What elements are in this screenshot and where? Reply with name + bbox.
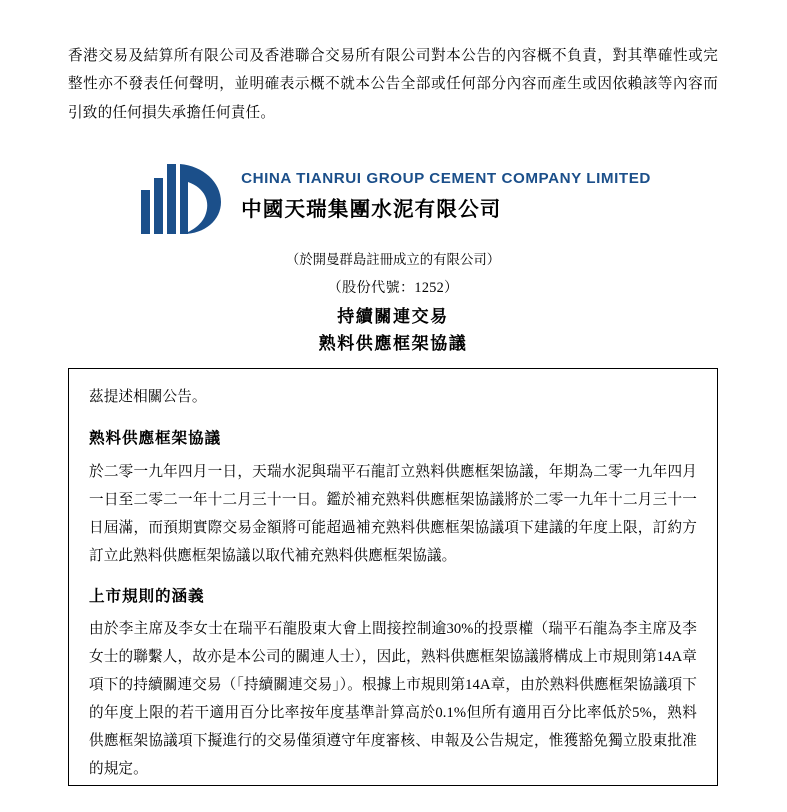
logo-row (68, 150, 718, 242)
company-name-cn: 中國天瑞集團水泥有限公司 (241, 198, 502, 221)
china-tianrui-logo-icon (135, 150, 227, 242)
section-heading-supply-agreement: 熟料供應框架協議 (89, 430, 221, 448)
company-identity-block (68, 150, 718, 297)
company-names (241, 170, 651, 222)
company-name-en: CHINA TIANRUI GROUP CEMENT COMPANY LIMITED (241, 170, 651, 187)
section-heading-listing-rules: 上市規則的涵義 (89, 587, 205, 605)
summary-box (68, 368, 718, 786)
page-title (68, 303, 718, 357)
exchange-disclaimer: 香港交易及結算所有限公司及香港聯合交易所有限公司對本公告的內容概不負責，對其準確性或完整性亦不發表任何聲明，並明確表示概不就本公告全部或任何部分內容而產生或因依賴該等內容而引致的任何損失承擔任何責任。 (68, 48, 718, 121)
section-body-listing-rules: 由於李主席及李女士在瑞平石龍股東大會上間接控制逾30%的投票權（瑞平石龍為李主席及李女士的聯繫人，故亦是本公司的關連人士），因此，熟料供應框架協議將構成上市規則第14A章項下的持續關連交易（「持續關連交易」）。根據上市規則第14A章，由於熟料供應框架協議項下的年度上限的若干適用百分比率按年度基準計算高於0.1%但所有適用百分比率低於5%，熟料供應框架協議項下擬進行的交易僅須遵守年度審核、申報及公告規定，惟獲豁免獨立股東批准的規定。 (89, 621, 697, 778)
page-title-line-2: 熟料供應框架協議 (318, 334, 468, 354)
stock-code: （股份代號：1252） (327, 280, 459, 296)
intro-paragraph: 茲提述相關公告。 (89, 389, 207, 405)
section-body-supply-agreement: 於二零一九年四月一日，天瑞水泥與瑞平石龍訂立熟料供應框架協議，年期為二零一九年四月一日至二零二一年十二月三十一日。鑑於補充熟料供應框架協議將於二零一九年十二月三十一日屆滿，而預期實際交易金額將可能超過補充熟料供應框架協議項下建議的年度上限，訂約方訂立此熟料供應框架協議以取代補充熟料供應框架協議。 (89, 463, 697, 564)
incorporation-note: （於開曼群島註冊成立的有限公司） (285, 252, 501, 267)
page-title-line-1: 持續關連交易 (337, 307, 449, 326)
